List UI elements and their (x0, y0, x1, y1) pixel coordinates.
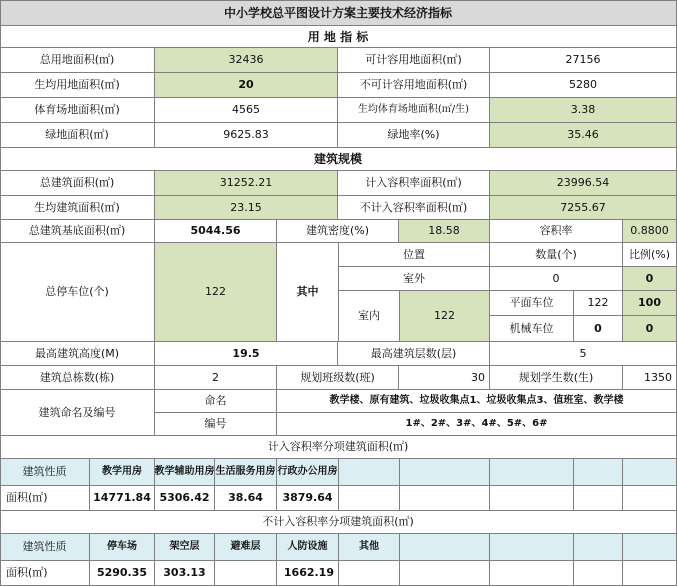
non-far-area-cell[interactable] (215, 561, 277, 586)
sports-area-label: 体育场地面积(㎡) (0, 98, 155, 123)
non-far-area-cell[interactable]: 1662.19 (277, 561, 339, 586)
total-building-area-value[interactable]: 31252.21 (155, 171, 338, 196)
per-student-building-label: 生均建筑面积(㎡) (0, 196, 155, 220)
students-value[interactable]: 1350 (623, 366, 677, 390)
far-type-cell: 生活服务用房 (215, 459, 277, 486)
far-area-row-label: 面积(㎡) (0, 486, 90, 511)
non-far-land-value[interactable]: 5280 (490, 73, 677, 98)
code-label: 编号 (155, 413, 277, 436)
max-floors-value[interactable]: 5 (490, 342, 677, 366)
flat-parking-quantity[interactable]: 122 (574, 291, 623, 316)
non-far-area-cell[interactable]: 303.13 (155, 561, 215, 586)
far-label: 容积率 (490, 220, 623, 243)
far-area-cell[interactable]: 14771.84 (90, 486, 155, 511)
far-type-cell-empty (490, 459, 574, 486)
base-area-label: 总建筑基底面积(㎡) (0, 220, 155, 243)
sports-per-student-label: 生均体育场地面积(㎡/生) (338, 98, 490, 123)
non-far-type-cell: 架空层 (155, 534, 215, 561)
far-area-cell-empty[interactable] (623, 486, 677, 511)
name-value[interactable]: 教学楼、原有建筑、垃圾收集点1、垃圾收集点3、值班室、教学楼 (277, 390, 677, 413)
far-area-cell[interactable]: 38.64 (215, 486, 277, 511)
non-far-area-cell-empty[interactable] (400, 561, 490, 586)
non-far-area-value[interactable]: 7255.67 (490, 196, 677, 220)
non-far-area-cell-empty[interactable] (574, 561, 623, 586)
green-area-label: 绿地面积(㎡) (0, 123, 155, 148)
mech-parking-ratio[interactable]: 0 (623, 316, 677, 342)
outdoor-label: 室外 (339, 267, 490, 291)
flat-parking-ratio[interactable]: 100 (623, 291, 677, 316)
non-far-type-cell: 停车场 (90, 534, 155, 561)
far-type-cell: 教学辅助用房 (155, 459, 215, 486)
total-land-label: 总用地面积(㎡) (0, 48, 155, 73)
non-far-type-cell-empty (574, 534, 623, 561)
students-label: 规划学生数(生) (490, 366, 623, 390)
non-far-area-cell-empty[interactable] (623, 561, 677, 586)
building-count-value[interactable]: 2 (155, 366, 277, 390)
ratio-header: 比例(%) (623, 243, 677, 267)
far-type-cell-empty (574, 459, 623, 486)
non-far-type-cell: 避难层 (215, 534, 277, 561)
mech-parking-quantity[interactable]: 0 (574, 316, 623, 342)
sports-area-value[interactable]: 4565 (155, 98, 338, 123)
naming-label: 建筑命名及编号 (0, 390, 155, 436)
density-value[interactable]: 18.58 (399, 220, 490, 243)
classes-label: 规划班级数(班) (277, 366, 399, 390)
max-floors-label: 最高建筑层数(层) (338, 342, 490, 366)
non-far-type-cell: 人防设施 (277, 534, 339, 561)
far-area-cell[interactable]: 5306.42 (155, 486, 215, 511)
name-label: 命名 (155, 390, 277, 413)
far-area-cell-empty[interactable] (490, 486, 574, 511)
far-type-cell: 教学用房 (90, 459, 155, 486)
non-far-area-cell[interactable] (339, 561, 400, 586)
far-type-cell-empty (623, 459, 677, 486)
sheet-title: 中小学校总平图设计方案主要技术经济指标 (0, 0, 677, 26)
far-area-label: 计入容积率面积(㎡) (338, 171, 490, 196)
non-far-area-row-label: 面积(㎡) (0, 561, 90, 586)
indoor-quantity[interactable]: 122 (400, 291, 490, 342)
far-value[interactable]: 0.8800 (623, 220, 677, 243)
green-rate-label: 绿地率(%) (338, 123, 490, 148)
far-type-cell-empty (339, 459, 400, 486)
outdoor-quantity[interactable]: 0 (490, 267, 623, 291)
sports-per-student-value[interactable]: 3.38 (490, 98, 677, 123)
non-far-area-cell-empty[interactable] (490, 561, 574, 586)
per-student-building-value[interactable]: 23.15 (155, 196, 338, 220)
far-breakdown-header: 计入容积率分项建筑面积(㎡) (0, 436, 677, 459)
far-type-cell: 行政办公用房 (277, 459, 339, 486)
green-area-value[interactable]: 9625.83 (155, 123, 338, 148)
green-rate-value[interactable]: 35.46 (490, 123, 677, 148)
far-area-value[interactable]: 23996.54 (490, 171, 677, 196)
building-section-header: 建筑规模 (0, 148, 677, 171)
non-far-type-cell-empty (490, 534, 574, 561)
far-nature-label: 建筑性质 (0, 459, 90, 486)
classes-value[interactable]: 30 (399, 366, 490, 390)
density-label: 建筑密度(%) (277, 220, 399, 243)
far-area-cell-empty[interactable] (339, 486, 400, 511)
parking-value[interactable]: 122 (155, 243, 277, 342)
outdoor-ratio[interactable]: 0 (623, 267, 677, 291)
non-far-type-cell-empty (623, 534, 677, 561)
per-student-land-label: 生均用地面积(㎡) (0, 73, 155, 98)
per-student-land-value[interactable]: 20 (155, 73, 338, 98)
far-area-cell-empty[interactable] (574, 486, 623, 511)
total-land-value[interactable]: 32436 (155, 48, 338, 73)
non-far-breakdown-header: 不计入容积率分项建筑面积(㎡) (0, 511, 677, 534)
flat-parking-label: 平面车位 (490, 291, 574, 316)
building-count-label: 建筑总栋数(栋) (0, 366, 155, 390)
far-area-cell[interactable]: 3879.64 (277, 486, 339, 511)
non-far-nature-label: 建筑性质 (0, 534, 90, 561)
parking-label: 总停车位(个) (0, 243, 155, 342)
land-section-header: 用 地 指 标 (0, 26, 677, 48)
far-area-cell-empty[interactable] (400, 486, 490, 511)
far-land-label: 可计容用地面积(㎡) (338, 48, 490, 73)
non-far-land-label: 不可计容用地面积(㎡) (338, 73, 490, 98)
non-far-type-cell-empty (400, 534, 490, 561)
of-which-label: 其中 (277, 243, 339, 342)
quantity-header: 数量(个) (490, 243, 623, 267)
code-value[interactable]: 1#、2#、3#、4#、5#、6# (277, 413, 677, 436)
far-type-cell-empty (400, 459, 490, 486)
mech-parking-label: 机械车位 (490, 316, 574, 342)
non-far-area-cell[interactable]: 5290.35 (90, 561, 155, 586)
indoor-label: 室内 (339, 291, 400, 342)
base-area-value[interactable]: 5044.56 (155, 220, 277, 243)
max-height-label: 最高建筑高度(M) (0, 342, 155, 366)
non-far-type-cell: 其他 (339, 534, 400, 561)
far-land-value[interactable]: 27156 (490, 48, 677, 73)
non-far-area-label: 不计入容积率面积(㎡) (338, 196, 490, 220)
max-height-value[interactable]: 19.5 (155, 342, 338, 366)
location-header: 位置 (339, 243, 490, 267)
total-building-area-label: 总建筑面积(㎡) (0, 171, 155, 196)
